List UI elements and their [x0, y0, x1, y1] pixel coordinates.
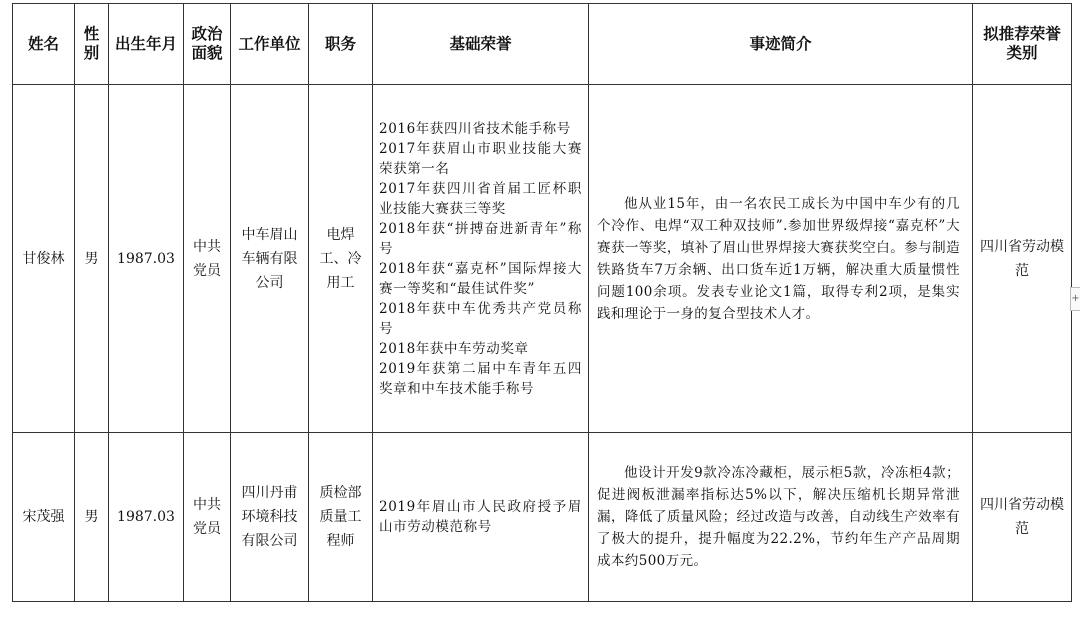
cell-name: 甘俊林 — [13, 85, 75, 433]
header-row — [13, 4, 1072, 85]
header-politics: 政治面貌 — [184, 4, 231, 85]
cell-birth: 1987.03 — [109, 85, 184, 433]
header-position: 职务 — [309, 4, 373, 85]
honor-item: 2017年获四川省首届工匠杯职业技能大赛获三等奖 — [379, 180, 582, 217]
honor-item: 2018年获“拼搏奋进新青年”称号 — [379, 220, 582, 257]
cell-position: 质检部质量工程师 — [309, 433, 373, 602]
summary-text: 他设计开发9款冷冻冷藏柜，展示柜5款，冷冻柜4款；促进阀板泄漏率指标达5%以下，解决压缩机长期异常泄漏，降低了质量风险；经过改造与改善，自动线生产效率有了极大的提升，提升幅度为22.2%，节约年生产产品周期成本约500万元。 — [597, 465, 960, 569]
honor-item: 2018年获中车劳动奖章 — [379, 340, 529, 357]
honor-item: 2016年获四川省技术能手称号 — [379, 120, 571, 137]
honor-item: 2019年获第二届中车青年五四奖章和中车技术能手称号 — [379, 360, 582, 397]
cell-employer: 中车眉山车辆有限公司 — [231, 85, 309, 433]
expand-handle[interactable]: + — [1070, 287, 1080, 311]
cell-politics: 中共党员 — [184, 85, 231, 433]
cell-gender: 男 — [75, 85, 109, 433]
honor-item: 2019年眉山市人民政府授予眉山市劳动模范称号 — [379, 499, 582, 535]
cell-politics: 中共党员 — [184, 433, 231, 602]
cell-name: 宋茂强 — [13, 433, 75, 602]
header-name: 姓名 — [13, 4, 75, 85]
header-gender: 性别 — [75, 4, 109, 85]
honor-item: 2017年获眉山市职业技能大赛荣获第一名 — [379, 140, 582, 177]
header-employer: 工作单位 — [231, 4, 309, 85]
cell-honors — [373, 85, 589, 433]
cell-gender: 男 — [75, 433, 109, 602]
table-row — [13, 433, 1072, 602]
cell-summary — [589, 85, 973, 433]
honor-item: 2018年获“嘉克杯”国际焊接大赛一等奖和“最佳试件奖” — [379, 260, 582, 297]
header-honors: 基础荣誉 — [373, 4, 589, 85]
cell-employer: 四川丹甫环境科技有限公司 — [231, 433, 309, 602]
cell-category: 四川省劳动模范 — [973, 85, 1072, 433]
cell-honors — [373, 433, 589, 602]
header-birth: 出生年月 — [109, 4, 184, 85]
cell-category: 四川省劳动模范 — [973, 433, 1072, 602]
cell-position: 电焊工、冷用工 — [309, 85, 373, 433]
cell-summary — [589, 433, 973, 602]
honor-item: 2018年获中车优秀共产党员称号 — [379, 300, 582, 337]
header-category: 拟推荐荣誉类别 — [973, 4, 1072, 85]
candidate-table — [12, 3, 1072, 602]
cell-birth: 1987.03 — [109, 433, 184, 602]
header-summary: 事迹简介 — [589, 4, 973, 85]
table-row — [13, 85, 1072, 433]
summary-text: 他从业15年，由一名农民工成长为中国中车少有的几个冷作、电焊“双工种双技师”.参加世界级焊接“嘉克杯”大赛获一等奖，填补了眉山世界焊接大赛获奖空白。参与制造铁路货车7万余辆、出口货车近1万辆，解决重大质量惯性问题100余项。发表专业论文1篇，取得专利2项，是集实践和理论于一身的复合型技术人才。 — [597, 195, 960, 322]
